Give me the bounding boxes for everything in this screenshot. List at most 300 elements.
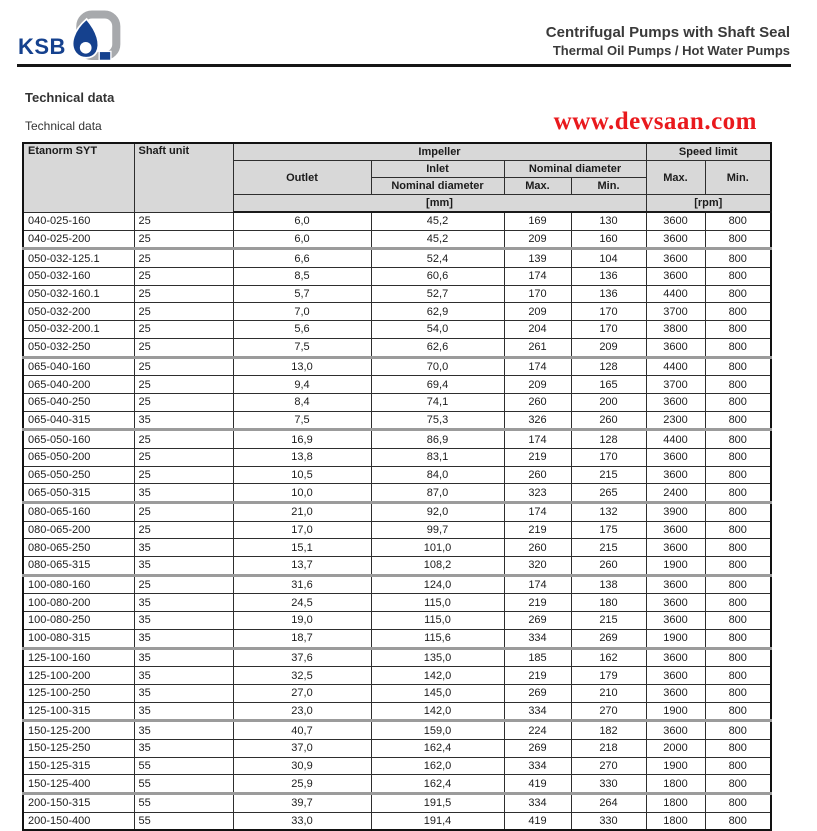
cell-speed-max: 3600 <box>646 338 705 357</box>
cell-speed-min: 800 <box>705 721 771 740</box>
cell-speed-max: 1900 <box>646 629 705 648</box>
unit-header-mm: [mm] <box>233 195 646 213</box>
cell-outlet: 21,0 <box>233 503 371 522</box>
table-row <box>23 667 771 685</box>
cell-nominal-max: 260 <box>504 539 571 557</box>
cell-shaft-unit: 25 <box>134 249 233 268</box>
table-row <box>23 338 771 357</box>
cell-nominal-max: 419 <box>504 812 571 830</box>
cell-speed-max: 3600 <box>646 393 705 411</box>
cell-nominal-max: 170 <box>504 285 571 303</box>
cell-outlet: 10,5 <box>233 466 371 484</box>
cell-speed-max: 3600 <box>646 268 705 286</box>
table-row <box>23 268 771 286</box>
col-header-speed-max: Max. <box>646 161 705 195</box>
table-row <box>23 411 771 430</box>
cell-nominal-min: 132 <box>571 503 646 522</box>
cell-speed-max: 2000 <box>646 739 705 757</box>
cell-inlet-nominal-diameter: 191,4 <box>371 812 504 830</box>
cell-model: 050-032-160 <box>23 268 134 286</box>
cell-model: 080-065-250 <box>23 539 134 557</box>
cell-nominal-max: 185 <box>504 648 571 667</box>
cell-inlet-nominal-diameter: 101,0 <box>371 539 504 557</box>
watermark-url: www.devsaan.com <box>553 108 757 135</box>
cell-nominal-min: 210 <box>571 684 646 702</box>
cell-nominal-min: 260 <box>571 411 646 430</box>
cell-nominal-min: 170 <box>571 303 646 321</box>
cell-shaft-unit: 25 <box>134 212 233 230</box>
cell-nominal-max: 174 <box>504 430 571 449</box>
cell-nominal-min: 260 <box>571 557 646 576</box>
cell-nominal-max: 219 <box>504 448 571 466</box>
cell-shaft-unit: 55 <box>134 812 233 830</box>
cell-nominal-min: 265 <box>571 484 646 503</box>
cell-nominal-max: 419 <box>504 775 571 794</box>
cell-nominal-min: 330 <box>571 812 646 830</box>
cell-speed-max: 3600 <box>646 539 705 557</box>
cell-outlet: 10,0 <box>233 484 371 503</box>
cell-nominal-min: 215 <box>571 539 646 557</box>
cell-model: 150-125-250 <box>23 739 134 757</box>
table-row <box>23 321 771 339</box>
cell-nominal-max: 334 <box>504 794 571 813</box>
cell-shaft-unit: 25 <box>134 321 233 339</box>
cell-shaft-unit: 25 <box>134 285 233 303</box>
cell-speed-min: 800 <box>705 249 771 268</box>
cell-nominal-max: 204 <box>504 321 571 339</box>
cell-outlet: 8,5 <box>233 268 371 286</box>
cell-inlet-nominal-diameter: 87,0 <box>371 484 504 503</box>
cell-nominal-min: 128 <box>571 430 646 449</box>
cell-nominal-max: 219 <box>504 594 571 612</box>
cell-inlet-nominal-diameter: 115,0 <box>371 612 504 630</box>
cell-outlet: 5,7 <box>233 285 371 303</box>
cell-inlet-nominal-diameter: 52,4 <box>371 249 504 268</box>
col-header-inlet-nominal-diameter: Nominal diameter <box>371 178 504 195</box>
cell-inlet-nominal-diameter: 159,0 <box>371 721 504 740</box>
table-row <box>23 721 771 740</box>
cell-speed-min: 800 <box>705 575 771 594</box>
cell-nominal-max: 326 <box>504 411 571 430</box>
group-header-speed-limit: Speed limit <box>646 143 771 161</box>
cell-speed-min: 800 <box>705 466 771 484</box>
cell-outlet: 33,0 <box>233 812 371 830</box>
cell-speed-max: 3600 <box>646 648 705 667</box>
cell-nominal-min: 330 <box>571 775 646 794</box>
cell-speed-min: 800 <box>705 594 771 612</box>
cell-nominal-min: 138 <box>571 575 646 594</box>
cell-model: 125-100-160 <box>23 648 134 667</box>
cell-nominal-min: 170 <box>571 448 646 466</box>
cell-nominal-max: 174 <box>504 357 571 376</box>
cell-shaft-unit: 25 <box>134 268 233 286</box>
cell-speed-max: 1800 <box>646 794 705 813</box>
cell-outlet: 19,0 <box>233 612 371 630</box>
cell-model: 050-032-160.1 <box>23 285 134 303</box>
cell-speed-min: 800 <box>705 303 771 321</box>
table-row <box>23 212 771 230</box>
col-header-nominal-diameter: Nominal diameter <box>504 161 646 178</box>
cell-nominal-max: 269 <box>504 684 571 702</box>
cell-nominal-min: 136 <box>571 285 646 303</box>
cell-nominal-min: 215 <box>571 612 646 630</box>
cell-model: 050-032-125.1 <box>23 249 134 268</box>
cell-nominal-max: 260 <box>504 466 571 484</box>
cell-speed-max: 3600 <box>646 521 705 539</box>
cell-outlet: 37,0 <box>233 739 371 757</box>
cell-inlet-nominal-diameter: 135,0 <box>371 648 504 667</box>
cell-nominal-min: 182 <box>571 721 646 740</box>
cell-speed-max: 2400 <box>646 484 705 503</box>
cell-speed-max: 3600 <box>646 684 705 702</box>
cell-shaft-unit: 25 <box>134 448 233 466</box>
cell-inlet-nominal-diameter: 162,0 <box>371 757 504 775</box>
col-header-outlet: Outlet <box>233 161 371 195</box>
cell-outlet: 23,0 <box>233 702 371 721</box>
cell-model: 100-080-160 <box>23 575 134 594</box>
cell-outlet: 39,7 <box>233 794 371 813</box>
table-row <box>23 775 771 794</box>
cell-inlet-nominal-diameter: 62,9 <box>371 303 504 321</box>
cell-model: 065-040-200 <box>23 376 134 394</box>
table-row <box>23 376 771 394</box>
cell-speed-min: 800 <box>705 775 771 794</box>
cell-inlet-nominal-diameter: 75,3 <box>371 411 504 430</box>
cell-shaft-unit: 25 <box>134 393 233 411</box>
section-subheading: Technical data <box>25 119 102 133</box>
cell-nominal-min: 269 <box>571 629 646 648</box>
header-divider <box>17 64 791 67</box>
cell-model: 080-065-200 <box>23 521 134 539</box>
table-row <box>23 702 771 721</box>
cell-model: 150-125-200 <box>23 721 134 740</box>
cell-inlet-nominal-diameter: 142,0 <box>371 702 504 721</box>
cell-shaft-unit: 35 <box>134 721 233 740</box>
cell-outlet: 16,9 <box>233 430 371 449</box>
cell-outlet: 7,5 <box>233 338 371 357</box>
cell-nominal-min: 162 <box>571 648 646 667</box>
col-header-etanorm: Etanorm SYT <box>23 143 134 212</box>
cell-shaft-unit: 35 <box>134 539 233 557</box>
col-header-nominal-max: Max. <box>504 178 571 195</box>
cell-speed-max: 4400 <box>646 357 705 376</box>
cell-inlet-nominal-diameter: 142,0 <box>371 667 504 685</box>
cell-shaft-unit: 35 <box>134 739 233 757</box>
cell-shaft-unit: 35 <box>134 667 233 685</box>
cell-nominal-min: 218 <box>571 739 646 757</box>
table-row <box>23 503 771 522</box>
cell-outlet: 6,0 <box>233 212 371 230</box>
cell-speed-min: 800 <box>705 812 771 830</box>
cell-inlet-nominal-diameter: 84,0 <box>371 466 504 484</box>
table-row <box>23 285 771 303</box>
cell-inlet-nominal-diameter: 54,0 <box>371 321 504 339</box>
cell-speed-min: 800 <box>705 702 771 721</box>
table-row <box>23 521 771 539</box>
cell-speed-max: 1900 <box>646 702 705 721</box>
cell-model: 065-050-250 <box>23 466 134 484</box>
cell-speed-min: 800 <box>705 338 771 357</box>
cell-inlet-nominal-diameter: 70,0 <box>371 357 504 376</box>
cell-nominal-max: 174 <box>504 268 571 286</box>
cell-nominal-max: 209 <box>504 230 571 249</box>
section-heading: Technical data <box>25 90 115 105</box>
cell-model: 125-100-200 <box>23 667 134 685</box>
cell-speed-max: 4400 <box>646 285 705 303</box>
cell-inlet-nominal-diameter: 115,0 <box>371 594 504 612</box>
cell-nominal-min: 270 <box>571 702 646 721</box>
cell-outlet: 9,4 <box>233 376 371 394</box>
technical-data-table <box>22 142 772 831</box>
cell-speed-min: 800 <box>705 212 771 230</box>
cell-nominal-max: 323 <box>504 484 571 503</box>
cell-speed-max: 3600 <box>646 212 705 230</box>
ksb-logo-icon <box>65 10 119 64</box>
cell-speed-min: 800 <box>705 739 771 757</box>
cell-speed-max: 3600 <box>646 466 705 484</box>
cell-speed-max: 2300 <box>646 411 705 430</box>
cell-shaft-unit: 35 <box>134 557 233 576</box>
cell-inlet-nominal-diameter: 52,7 <box>371 285 504 303</box>
cell-speed-min: 800 <box>705 629 771 648</box>
cell-inlet-nominal-diameter: 83,1 <box>371 448 504 466</box>
cell-nominal-max: 209 <box>504 303 571 321</box>
cell-nominal-min: 180 <box>571 594 646 612</box>
cell-speed-max: 3600 <box>646 249 705 268</box>
cell-model: 065-040-160 <box>23 357 134 376</box>
document-title-block <box>546 24 790 59</box>
cell-outlet: 6,0 <box>233 230 371 249</box>
cell-speed-max: 1800 <box>646 775 705 794</box>
table-row <box>23 812 771 830</box>
table-row <box>23 757 771 775</box>
cell-nominal-max: 260 <box>504 393 571 411</box>
cell-outlet: 7,0 <box>233 303 371 321</box>
cell-outlet: 32,5 <box>233 667 371 685</box>
cell-inlet-nominal-diameter: 92,0 <box>371 503 504 522</box>
cell-speed-min: 800 <box>705 521 771 539</box>
cell-nominal-max: 139 <box>504 249 571 268</box>
cell-outlet: 13,8 <box>233 448 371 466</box>
cell-shaft-unit: 55 <box>134 757 233 775</box>
cell-shaft-unit: 25 <box>134 376 233 394</box>
cell-speed-max: 3600 <box>646 667 705 685</box>
cell-nominal-min: 130 <box>571 212 646 230</box>
cell-nominal-min: 215 <box>571 466 646 484</box>
cell-speed-max: 3700 <box>646 376 705 394</box>
col-header-shaft-unit: Shaft unit <box>134 143 233 212</box>
cell-speed-max: 3700 <box>646 303 705 321</box>
table-header <box>23 143 771 212</box>
cell-speed-max: 3600 <box>646 448 705 466</box>
table-row <box>23 466 771 484</box>
cell-outlet: 18,7 <box>233 629 371 648</box>
cell-speed-max: 3600 <box>646 594 705 612</box>
cell-nominal-max: 269 <box>504 612 571 630</box>
table-row <box>23 794 771 813</box>
table-row <box>23 629 771 648</box>
cell-speed-min: 800 <box>705 411 771 430</box>
col-header-nominal-min: Min. <box>571 178 646 195</box>
cell-inlet-nominal-diameter: 69,4 <box>371 376 504 394</box>
cell-speed-min: 800 <box>705 684 771 702</box>
cell-inlet-nominal-diameter: 108,2 <box>371 557 504 576</box>
cell-model: 080-065-315 <box>23 557 134 576</box>
cell-outlet: 40,7 <box>233 721 371 740</box>
cell-speed-min: 800 <box>705 268 771 286</box>
cell-model: 065-050-315 <box>23 484 134 503</box>
cell-inlet-nominal-diameter: 60,6 <box>371 268 504 286</box>
cell-outlet: 6,6 <box>233 249 371 268</box>
cell-nominal-max: 320 <box>504 557 571 576</box>
cell-speed-min: 800 <box>705 376 771 394</box>
cell-nominal-max: 224 <box>504 721 571 740</box>
cell-model: 040-025-160 <box>23 212 134 230</box>
table-row <box>23 448 771 466</box>
header-row-1 <box>23 143 771 161</box>
cell-speed-min: 800 <box>705 393 771 411</box>
table-row <box>23 648 771 667</box>
cell-shaft-unit: 25 <box>134 575 233 594</box>
cell-inlet-nominal-diameter: 86,9 <box>371 430 504 449</box>
cell-speed-min: 800 <box>705 230 771 249</box>
cell-nominal-min: 264 <box>571 794 646 813</box>
cell-model: 100-080-200 <box>23 594 134 612</box>
cell-outlet: 31,6 <box>233 575 371 594</box>
cell-nominal-min: 175 <box>571 521 646 539</box>
cell-outlet: 5,6 <box>233 321 371 339</box>
cell-shaft-unit: 25 <box>134 357 233 376</box>
cell-nominal-max: 334 <box>504 702 571 721</box>
cell-nominal-max: 261 <box>504 338 571 357</box>
cell-model: 065-040-250 <box>23 393 134 411</box>
cell-model: 080-065-160 <box>23 503 134 522</box>
cell-model: 200-150-315 <box>23 794 134 813</box>
cell-speed-min: 800 <box>705 448 771 466</box>
cell-inlet-nominal-diameter: 45,2 <box>371 212 504 230</box>
cell-inlet-nominal-diameter: 162,4 <box>371 775 504 794</box>
cell-model: 050-032-200.1 <box>23 321 134 339</box>
cell-speed-max: 1900 <box>646 757 705 775</box>
col-header-speed-min: Min. <box>705 161 771 195</box>
cell-shaft-unit: 35 <box>134 411 233 430</box>
cell-speed-max: 1900 <box>646 557 705 576</box>
table-row <box>23 684 771 702</box>
cell-speed-min: 800 <box>705 321 771 339</box>
cell-nominal-min: 136 <box>571 268 646 286</box>
cell-shaft-unit: 35 <box>134 612 233 630</box>
cell-nominal-max: 334 <box>504 757 571 775</box>
cell-nominal-max: 269 <box>504 739 571 757</box>
cell-model: 065-050-160 <box>23 430 134 449</box>
cell-nominal-min: 160 <box>571 230 646 249</box>
cell-inlet-nominal-diameter: 162,4 <box>371 739 504 757</box>
cell-model: 125-100-250 <box>23 684 134 702</box>
cell-speed-max: 3600 <box>646 575 705 594</box>
cell-speed-min: 800 <box>705 667 771 685</box>
cell-nominal-max: 209 <box>504 376 571 394</box>
cell-speed-max: 3800 <box>646 321 705 339</box>
table-row <box>23 539 771 557</box>
cell-shaft-unit: 25 <box>134 303 233 321</box>
cell-speed-max: 1800 <box>646 812 705 830</box>
cell-nominal-min: 104 <box>571 249 646 268</box>
cell-speed-min: 800 <box>705 648 771 667</box>
table-row <box>23 594 771 612</box>
cell-speed-min: 800 <box>705 612 771 630</box>
table-row <box>23 430 771 449</box>
cell-shaft-unit: 35 <box>134 684 233 702</box>
cell-nominal-max: 219 <box>504 667 571 685</box>
cell-nominal-max: 174 <box>504 503 571 522</box>
cell-shaft-unit: 55 <box>134 775 233 794</box>
cell-speed-max: 4400 <box>646 430 705 449</box>
cell-shaft-unit: 25 <box>134 521 233 539</box>
table-row <box>23 739 771 757</box>
cell-nominal-min: 200 <box>571 393 646 411</box>
cell-nominal-min: 209 <box>571 338 646 357</box>
cell-outlet: 13,7 <box>233 557 371 576</box>
cell-outlet: 25,9 <box>233 775 371 794</box>
table-row <box>23 557 771 576</box>
cell-model: 100-080-315 <box>23 629 134 648</box>
cell-shaft-unit: 35 <box>134 629 233 648</box>
cell-speed-min: 800 <box>705 285 771 303</box>
cell-inlet-nominal-diameter: 124,0 <box>371 575 504 594</box>
cell-speed-min: 800 <box>705 503 771 522</box>
cell-model: 065-040-315 <box>23 411 134 430</box>
cell-nominal-min: 165 <box>571 376 646 394</box>
cell-speed-min: 800 <box>705 430 771 449</box>
cell-outlet: 7,5 <box>233 411 371 430</box>
cell-model: 065-050-200 <box>23 448 134 466</box>
ksb-logo-text: KSB <box>18 34 66 59</box>
table-body <box>23 212 771 830</box>
cell-model: 100-080-250 <box>23 612 134 630</box>
cell-speed-min: 800 <box>705 757 771 775</box>
cell-inlet-nominal-diameter: 145,0 <box>371 684 504 702</box>
cell-model: 050-032-200 <box>23 303 134 321</box>
cell-inlet-nominal-diameter: 45,2 <box>371 230 504 249</box>
unit-header-rpm: [rpm] <box>646 195 771 213</box>
cell-shaft-unit: 55 <box>134 794 233 813</box>
col-header-inlet: Inlet <box>371 161 504 178</box>
cell-speed-min: 800 <box>705 484 771 503</box>
table-row <box>23 303 771 321</box>
cell-model: 150-125-400 <box>23 775 134 794</box>
cell-inlet-nominal-diameter: 191,5 <box>371 794 504 813</box>
cell-model: 040-025-200 <box>23 230 134 249</box>
cell-shaft-unit: 35 <box>134 594 233 612</box>
cell-outlet: 30,9 <box>233 757 371 775</box>
cell-shaft-unit: 35 <box>134 648 233 667</box>
cell-speed-min: 800 <box>705 539 771 557</box>
cell-outlet: 13,0 <box>233 357 371 376</box>
cell-nominal-min: 170 <box>571 321 646 339</box>
cell-outlet: 17,0 <box>233 521 371 539</box>
cell-speed-min: 800 <box>705 557 771 576</box>
cell-speed-min: 800 <box>705 794 771 813</box>
cell-shaft-unit: 35 <box>134 702 233 721</box>
cell-speed-max: 3600 <box>646 230 705 249</box>
document-subtitle: Thermal Oil Pumps / Hot Water Pumps <box>552 42 790 58</box>
cell-speed-max: 3600 <box>646 612 705 630</box>
cell-nominal-max: 219 <box>504 521 571 539</box>
table-row <box>23 484 771 503</box>
cell-nominal-min: 128 <box>571 357 646 376</box>
cell-inlet-nominal-diameter: 99,7 <box>371 521 504 539</box>
cell-shaft-unit: 35 <box>134 484 233 503</box>
